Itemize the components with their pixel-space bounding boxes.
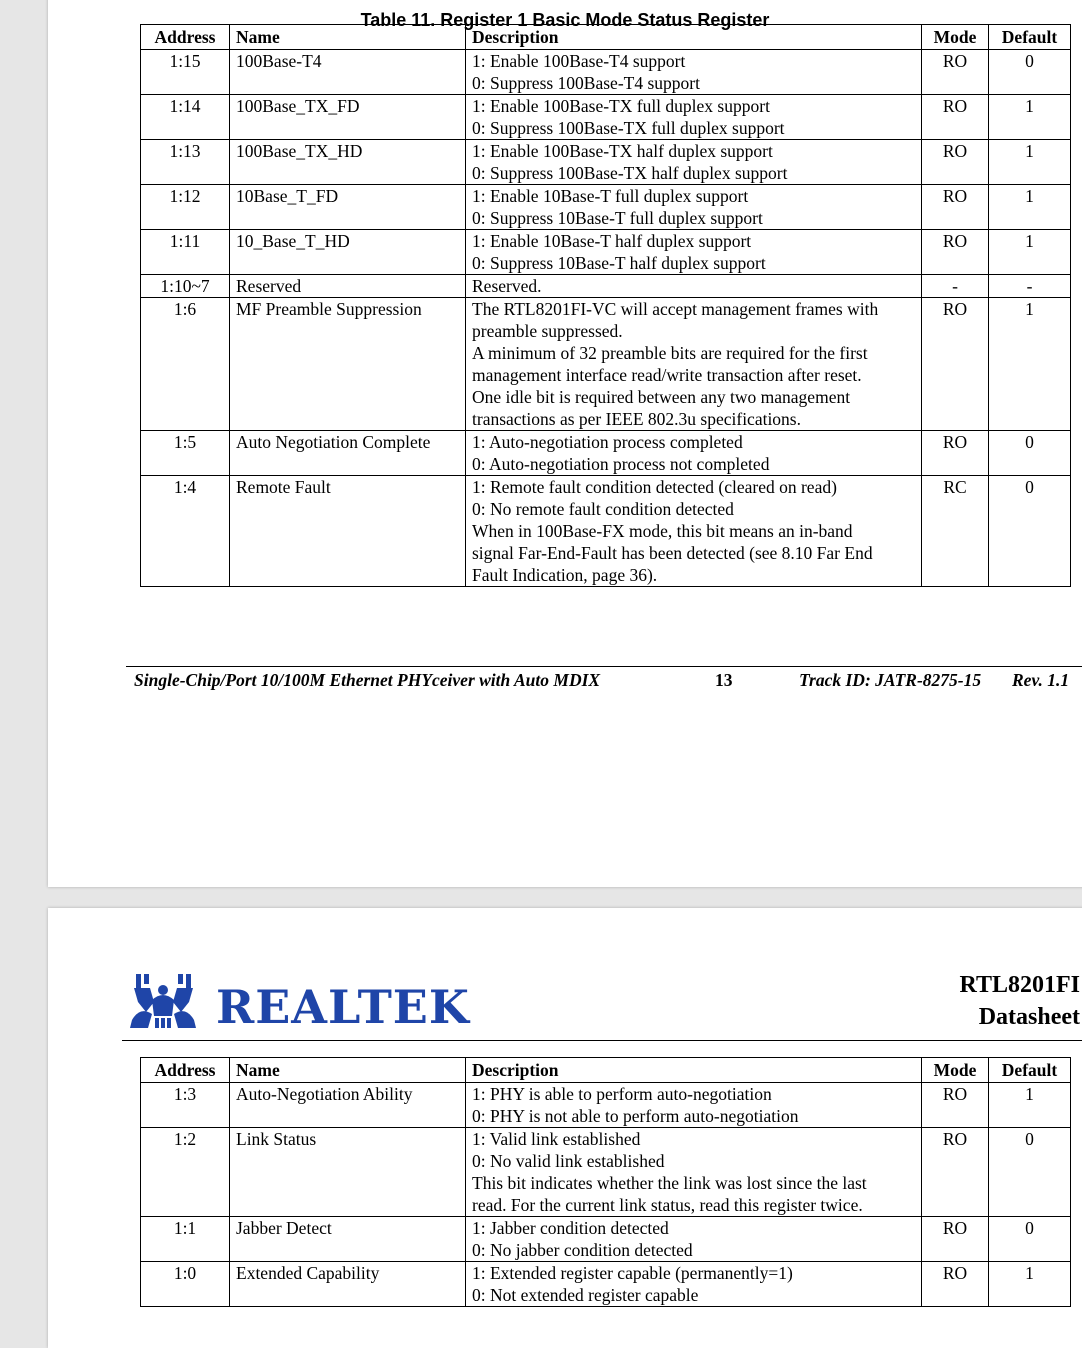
cell-description — [466, 476, 922, 587]
cell-address: 1:13 — [141, 140, 230, 185]
cell-default: 1 — [989, 185, 1071, 230]
table-caption: Table 11. Register 1 Basic Mode Status Register — [360, 10, 770, 30]
cell-mode: RO — [922, 1217, 989, 1262]
description-line: When in 100Base-FX mode, this bit means an in-band — [472, 521, 853, 541]
table-row — [141, 476, 1071, 587]
cell-name: MF Preamble Suppression — [230, 298, 466, 431]
cell-default: 0 — [989, 476, 1071, 587]
cell-address: 1:11 — [141, 230, 230, 275]
description-line: 1: Extended register capable (permanently=1) — [472, 1263, 793, 1283]
header-mode: Mode — [922, 25, 989, 50]
cell-mode: - — [922, 275, 989, 298]
table-row — [141, 50, 1071, 95]
cell-address: 1:12 — [141, 185, 230, 230]
table-row — [141, 1083, 1071, 1128]
cell-mode: RO — [922, 185, 989, 230]
cell-name: Link Status — [230, 1128, 466, 1217]
cell-name: Remote Fault — [230, 476, 466, 587]
description-line: 0: Suppress 10Base-T half duplex support — [472, 253, 766, 273]
description-line: 1: Remote fault condition detected (cleared on read) — [472, 477, 837, 497]
table-row — [141, 431, 1071, 476]
description-line: Fault Indication, page 36). — [472, 565, 658, 585]
cell-description — [466, 275, 922, 298]
description-line: This bit indicates whether the link was lost since the last — [472, 1173, 867, 1193]
description-line: 1: PHY is able to perform auto-negotiation — [472, 1084, 772, 1104]
description-line: preamble suppressed. — [472, 321, 623, 341]
brand-name: REALTEK — [216, 980, 470, 1034]
cell-default: 0 — [989, 1217, 1071, 1262]
header-address: Address — [141, 1058, 230, 1083]
description-line: transactions as per IEEE 802.3u specifications. — [472, 409, 801, 429]
cell-name: Auto-Negotiation Ability — [230, 1083, 466, 1128]
header-address: Address — [141, 25, 230, 50]
cell-default: 0 — [989, 1128, 1071, 1217]
cell-description — [466, 1217, 922, 1262]
description-line: read. For the current link status, read this register twice. — [472, 1195, 863, 1215]
description-line: management interface read/write transaction after reset. — [472, 365, 862, 385]
table-header-row — [141, 25, 1071, 50]
description-line: 0: No jabber condition detected — [472, 1240, 693, 1260]
cell-description — [466, 298, 922, 431]
description-line: 0: Suppress 100Base-T4 support — [472, 73, 700, 93]
description-line: One idle bit is required between any two management — [472, 387, 851, 407]
description-line: 0: Suppress 100Base-TX full duplex support — [472, 118, 785, 138]
cell-default: 0 — [989, 50, 1071, 95]
footer-track-id: Track ID: JATR-8275-15 — [799, 670, 982, 690]
header-default: Default — [989, 1058, 1071, 1083]
cell-description — [466, 95, 922, 140]
cell-address: 1:0 — [141, 1262, 230, 1307]
cell-description — [466, 1128, 922, 1217]
cell-name: 10_Base_T_HD — [230, 230, 466, 275]
table-row — [141, 95, 1071, 140]
cell-mode: RO — [922, 95, 989, 140]
description-line: 0: Not extended register capable — [472, 1285, 699, 1305]
description-line: 1: Enable 100Base-T4 support — [472, 51, 686, 71]
cell-name: Reserved — [230, 275, 466, 298]
table-row — [141, 1217, 1071, 1262]
cell-address: 1:14 — [141, 95, 230, 140]
footer-page-number: 13 — [715, 670, 733, 690]
description-line: 1: Enable 10Base-T full duplex support — [472, 186, 749, 206]
cell-mode: RO — [922, 431, 989, 476]
cell-mode: RO — [922, 1083, 989, 1128]
document-title: RTL8201FI — [959, 972, 1080, 998]
cell-address: 1:5 — [141, 431, 230, 476]
header-mode: Mode — [922, 1058, 989, 1083]
cell-address: 1:3 — [141, 1083, 230, 1128]
table-row — [141, 1128, 1071, 1217]
description-line: 0: PHY is not able to perform auto-negotiation — [472, 1106, 799, 1126]
footer-divider — [126, 666, 1082, 667]
cell-name: 100Base-T4 — [230, 50, 466, 95]
description-line: 0: No valid link established — [472, 1151, 665, 1171]
header-name: Name — [230, 25, 466, 50]
footer-product: Single-Chip/Port 10/100M Ethernet PHYceiver with Auto MDIX — [134, 670, 601, 690]
cell-address: 1:10~7 — [141, 275, 230, 298]
description-line: 1: Enable 10Base-T half duplex support — [472, 231, 752, 251]
description-line: signal Far-End-Fault has been detected (see 8.10 Far End — [472, 543, 873, 563]
table-row — [141, 230, 1071, 275]
description-line: 1: Enable 100Base-TX full duplex support — [472, 96, 770, 116]
cell-name: Extended Capability — [230, 1262, 466, 1307]
cell-default: 1 — [989, 95, 1071, 140]
header-description: Description — [466, 25, 922, 50]
cell-address: 1:4 — [141, 476, 230, 587]
description-line: 0: Suppress 10Base-T full duplex support — [472, 208, 763, 228]
description-line: A minimum of 32 preamble bits are required for the first — [472, 343, 868, 363]
description-line: 0: Auto-negotiation process not completed — [472, 454, 770, 474]
description-line: The RTL8201FI-VC will accept management frames with — [472, 299, 879, 319]
description-line: 1: Valid link established — [472, 1129, 641, 1149]
description-line: 0: Suppress 100Base-TX half duplex support — [472, 163, 788, 183]
table-row — [141, 1262, 1071, 1307]
header-default: Default — [989, 25, 1071, 50]
table-row — [141, 140, 1071, 185]
header-name: Name — [230, 1058, 466, 1083]
register-table — [140, 24, 1071, 587]
document-page-14 — [48, 908, 1082, 1348]
cell-default: 1 — [989, 1262, 1071, 1307]
cell-default: 1 — [989, 230, 1071, 275]
cell-address: 1:15 — [141, 50, 230, 95]
description-line: Reserved. — [472, 276, 542, 296]
cell-mode: RO — [922, 230, 989, 275]
cell-name: 10Base_T_FD — [230, 185, 466, 230]
cell-name: 100Base_TX_FD — [230, 95, 466, 140]
cell-name: Jabber Detect — [230, 1217, 466, 1262]
cell-address: 1:2 — [141, 1128, 230, 1217]
header-divider — [122, 1040, 1082, 1041]
cell-name: 100Base_TX_HD — [230, 140, 466, 185]
cell-description — [466, 431, 922, 476]
cell-address: 1:6 — [141, 298, 230, 431]
table-row — [141, 298, 1071, 431]
cell-default: 1 — [989, 1083, 1071, 1128]
cell-mode: RO — [922, 1262, 989, 1307]
cell-description — [466, 50, 922, 95]
table-row — [141, 185, 1071, 230]
cell-mode: RO — [922, 140, 989, 185]
realtek-crab-icon — [128, 972, 206, 1030]
document-subtitle: Datasheet — [978, 1004, 1080, 1030]
cell-default: 1 — [989, 298, 1071, 431]
description-line: 1: Jabber condition detected — [472, 1218, 669, 1238]
cell-default: 1 — [989, 140, 1071, 185]
cell-description — [466, 1083, 922, 1128]
cell-address: 1:1 — [141, 1217, 230, 1262]
cell-description — [466, 1262, 922, 1307]
cell-name: Auto Negotiation Complete — [230, 431, 466, 476]
document-page-13 — [48, 0, 1082, 887]
register-table-continued — [140, 1057, 1071, 1307]
header-description: Description — [466, 1058, 922, 1083]
table-row — [141, 275, 1071, 298]
cell-description — [466, 230, 922, 275]
cell-default: 0 — [989, 431, 1071, 476]
cell-mode: RO — [922, 1128, 989, 1217]
table-header-row — [141, 1058, 1071, 1083]
cell-mode: RO — [922, 298, 989, 431]
cell-mode: RC — [922, 476, 989, 587]
description-line: 1: Enable 100Base-TX half duplex support — [472, 141, 773, 161]
description-line: 1: Auto-negotiation process completed — [472, 432, 743, 452]
cell-default: - — [989, 275, 1071, 298]
description-line: 0: No remote fault condition detected — [472, 499, 734, 519]
cell-mode: RO — [922, 50, 989, 95]
cell-description — [466, 185, 922, 230]
cell-description — [466, 140, 922, 185]
footer-revision: Rev. 1.1 — [1012, 670, 1070, 690]
